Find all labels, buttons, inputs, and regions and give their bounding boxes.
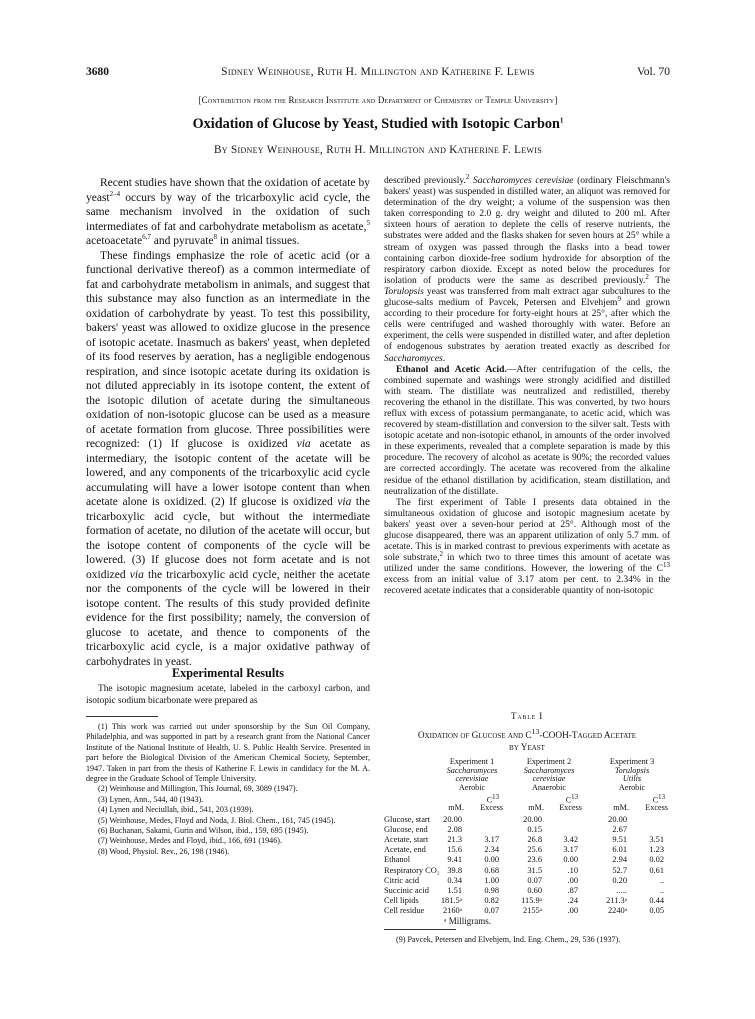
ethanol-paragraph: Ethanol and Acetic Acid.—After centrifugation of the cells, the combined supernate and washings were strongly acidified and distilled with steam. The distillate was neutralized and redistilled, thereby recovering the ethanol in the distillate. This was converted, by two hours reflux with excess of potassium permanganate, to acetic acid, which was recovered by steam-distillation and conversion to the silver salt. Tests with isotopic acetate and non-isotopic ethanol, in amounts of the order involved in these experiments, revealed that a complete separation is made by this procedure. The recovery of alcohol as acetate is 90%; the recorded values are corrected accordingly. The acetate was recovered from the alkaline residue of the ethanol distillation by acidification, steam distillation, and neutralization of the distillate. [384, 364, 670, 497]
footnote-item: (1) This work was carried out under sponsorship by the Sun Oil Company, Philadelphia, and was supported in part by a research grant from the National Cancer Institute of the National Institute of Health, U. S. Public Health Service. Presented in part before the Biological Division of the American Chemical Society, September, 1947. Taken in part from the thesis of Katherine F. Lewis in candidacy for the M. A. degree in the Graduate School of Temple University. [86, 722, 370, 784]
table-cell: .. [659, 875, 664, 885]
footnote-item: (2) Weinhouse and Millington, This Journal, 69, 3089 (1947). [98, 784, 298, 794]
table-cell: 2.94 [612, 855, 627, 865]
table-cell: 0.82 [484, 895, 499, 905]
table-row-label: Cell residue [384, 905, 425, 915]
table-row-label: Glucose, end [384, 825, 428, 835]
volume-label: Vol. 70 [636, 66, 670, 78]
table-cell: 3.17 [484, 835, 499, 845]
table-cell: 0.00 [563, 855, 578, 865]
table-row-label: Citric acid [384, 875, 420, 885]
table-row-label: Cell lipids [384, 895, 419, 905]
table-cell: .87 [567, 885, 578, 895]
table-cell: 1.51 [447, 885, 462, 895]
table-cell: 6.01 [612, 845, 627, 855]
table-cell: 52.7 [612, 865, 627, 875]
table-row-label: Acetate, end [384, 845, 426, 855]
table-cell: 115.9ᵃ [521, 895, 542, 905]
contribution-line: [Contribution from the Research Institute and Department of Chemistry of Temple University] [198, 95, 558, 105]
table-cell: 1.00 [484, 875, 499, 885]
footnote-item: (7) Weinhouse, Medes and Floyd, ibid., 166, 691 (1946). [98, 836, 282, 846]
intro-paragraph-2: These findings emphasize the role of acetic acid (or a functional derivative thereof) as a common intermediate of fat and carbohydrate metabolism in animals, and suggest that this substance may also function as an intermediate in the oxidation of carbohydrate by yeast. To test this possibility, bakers' yeast was allowed to oxidize glucose in the presence of isotopic acetate. Inasmuch as bakers' yeast, when depleted of its food reserves by aeration, has a negligible endogenous respiration, and since isotopic acetate during its oxidation is not diluted appreciably in its isotope content, the extent of the isotopic dilution of acetate during the simultaneous oxidation of non-isotopic glucose can be used as a measure of acetate formation from glucose. Three possibilities were recognized: (1) If glucose is oxidized via acetate as intermediary, the isotopic content of the acetate will be lowered, and any components of the tricarboxylic acid cycle accumulating will have a lower isotope content than when acetate alone is oxidized. (2) If glucose is oxidized via the tricarboxylic acid cycle, but without the intermediate formation of acetate, no dilution of the acetate will occur, but the isotope content of components of the cycle will be lowered. (3) If glucose does not form acetate and is not oxidized via the tricarboxylic acid cycle, neither the acetate nor the components of the cycle will be lowered in their isotope content. The results of this study provided definite evidence for the first possibility; namely, the conversion of glucose to acetate, and thence to components of the tricarboxylic acid cycle, is a major oxidative pathway of carbohydrates in yeast. [86, 249, 370, 668]
table-row-label: Ethanol [384, 855, 411, 865]
table-title: Oxidation of Glucose and $C^{13}-COOH$-Tagged Acetate by Yeast [417, 727, 637, 753]
table-row [384, 906, 670, 917]
title-footnote-ref: 1 [559, 116, 564, 125]
footnote-item: (4) Lynen and Neciullah, ibid., 541, 203 (1939). [98, 805, 254, 815]
c13-header: $C^{13}$ [565, 794, 578, 805]
page-number: 3680 [86, 66, 109, 78]
table-cell: 0.07 [527, 875, 542, 885]
table-cell: 181.5ᵃ [440, 895, 462, 905]
table-cell: 1.23 [649, 845, 664, 855]
excess-header: Excess [645, 803, 668, 812]
running-head-authors: Sidney Weinhouse, Ruth H. Millington and Katherine F. Lewis [221, 66, 535, 78]
table-cell: 15.6 [447, 845, 462, 855]
table-cell: 31.5 [527, 865, 542, 875]
table-cell: 20.00 [443, 815, 462, 824]
table-row-label: Succinic acid [384, 885, 429, 895]
table-cell: 0.68 [484, 865, 499, 875]
footnote-item: (5) Weinhouse, Medes, Floyd and Noda, J. Biol. Chem., 161, 745 (1945). [98, 815, 336, 825]
table-cell: 0.34 [447, 875, 462, 885]
table-cell: 9.51 [612, 835, 627, 845]
left-footnotes [86, 722, 370, 857]
table-cell: 0.60 [527, 885, 542, 895]
table-cell: 23.6 [527, 855, 542, 865]
table-cell: 0.07 [484, 905, 499, 915]
table-cell: 0.02 [649, 855, 664, 865]
table-cell: 3.51 [649, 835, 664, 845]
excess-header: Excess [559, 803, 582, 812]
table-cell: 0.15 [527, 825, 542, 835]
table-cell: .10 [567, 865, 578, 875]
table-cell: 0.20 [612, 875, 627, 885]
table-cell: 20.00 [523, 815, 542, 824]
left-column-body [86, 176, 370, 669]
mm-header: mM. [613, 803, 629, 812]
c13-header: $C^{13}$ [486, 794, 499, 805]
table-cell: 2.08 [447, 825, 462, 835]
intro-paragraph-1: Recent studies have shown that the oxidation of acetate by yeast$^{2-4}$ occurs by way of the tricarboxylic acid cycle, the same mechanism involved in the oxidation of such intermediates of fat and carbohydrate metabolism as acetate,$^5$ acetoacetate$^{6,7}$ and pyruvate$^8$ in animal tissues. [86, 177, 370, 247]
excess-header: Excess [480, 803, 503, 812]
table-body [384, 815, 670, 915]
table-cell: 0.44 [649, 895, 664, 905]
results-paragraph: The first experiment of Table I presents data obtained in the simultaneous oxidation of glucose and isotopic magnesium acetate by bakers' yeast over a seven-hour period at 25°. Although most of the glucose disappeared, there was an apparent utilization of only 5.7 mm. of acetate. This is in marked contrast to previous experiments with acetate as sole substrate,$^2$ in which two to three times this amount of acetate was utilized under the same conditions. However, the lowering of the $C^{13}$ excess from an initial value of 3.17 atom per cent. to 2.34% in the recovered acetate indicates that a considerable quantity of non-isotopic [384, 497, 670, 597]
c13-header: $C^{13}$ [652, 794, 665, 805]
table-cell: 3.42 [563, 835, 578, 845]
table-footnote: ᵃ Milligrams. [444, 916, 491, 926]
mm-header: mM. [528, 803, 544, 812]
footnote-item: (6) Buchanan, Sakami, Gurin and Wilson, ibid., 159, 695 (1945). [98, 826, 309, 836]
mm-header: mM. [448, 803, 464, 812]
table-cell: .24 [567, 895, 578, 905]
table-cell: 0.00 [484, 855, 499, 865]
table-cell: 21.3 [447, 835, 462, 845]
footnote-rule-right [384, 929, 456, 930]
experiment-2-header: Experiment 2 Saccharomyces cerevisiae Anaerobic [523, 757, 575, 792]
experiment-1-header: Experiment 1 Saccharomyces cerevisiae Aerobic [446, 757, 498, 792]
experimental-paragraph: The isotopic magnesium acetate, labeled in the carboxyl carbon, and isotopic sodium bicarbonate were prepared as [86, 684, 370, 706]
footnote-item: (9) Pavcek, Petersen and Elvehjem, Ind. Eng. Chem., 29, 536 (1937). [396, 935, 621, 944]
article-title [86, 116, 670, 133]
table-row-label: Glucose, start [384, 815, 431, 824]
subheading-ethanol: Ethanol and Acetic Acid. [396, 364, 507, 375]
running-head [86, 66, 670, 82]
table-cell: ..... [616, 885, 627, 895]
table-cell: 2.34 [484, 845, 499, 855]
footnote-item: (3) Lynen, Ann., 544, 40 (1943). [98, 794, 204, 804]
table-cell: 9.41 [447, 855, 462, 865]
table-cell: .00 [567, 905, 578, 915]
footnote-rule-left [86, 716, 158, 717]
table-row-label: Respiratory CO₂ [384, 865, 440, 875]
table-cell: 20.00 [608, 815, 627, 824]
right-footnotes [384, 935, 670, 945]
table-cell: 39.8 [447, 865, 462, 875]
experiment-3-header: Experiment 3 Torulopsis Utilis Aerobic [609, 757, 655, 792]
table-cell: 0.98 [484, 885, 499, 895]
table-cell: 0.05 [649, 905, 664, 915]
table-cell: 25.6 [527, 845, 542, 855]
table-cell: 2240ᵃ [607, 905, 627, 915]
table-row-label: Acetate, start [384, 835, 429, 845]
table-cell: 0.61 [649, 865, 664, 875]
table-cell: 211.3ᵃ [606, 895, 627, 905]
table-cell: 3.17 [563, 845, 578, 855]
footnote-item: (8) Wood, Physiol. Rev., 26, 198 (1946). [98, 846, 230, 856]
right-column-body [384, 172, 671, 598]
section-heading: Experimental Results [171, 666, 285, 680]
table-cell: 2.67 [612, 825, 627, 835]
table-cell: .. [659, 885, 664, 895]
table-cell: .00 [567, 875, 578, 885]
table-cell: 2160ᵃ [442, 905, 462, 915]
byline: By Sidney Weinhouse, Ruth H. Millington and Katherine F. Lewis [214, 144, 542, 156]
table-cell: 26.8 [527, 835, 542, 845]
article-title-text: Oxidation of Glucose by Yeast, Studied with Isotopic Carbon [192, 116, 560, 132]
table-cell: 2155ᵃ [522, 905, 542, 915]
methods-paragraph: described previously.$^2$ Saccharomyces cerevisiae (ordinary Fleischmann's bakers' yeast) was suspended in distilled water, an aliquot was removed for determination of the dry weight; a volume of the suspension was then taken corresponding to 2.0 g. dry weight and diluted to 200 ml. After sixteen hours of aeration to deplete the cells of reserve nutrients, the substrates were added and the flasks shaken for seven hours at 25° while a stream of oxygen was passed through the flasks into a bead tower containing carbon dioxide-free sodium hydroxide for absorption of the respiratory carbon dioxide. Except as noted below the procedures for isolation of products were the same as described previously.$^2$ The Torulopsis yeast was transferred from malt extract agar subcultures to the glucose-salts medium of Pavcek, Petersen and Elvehjem$^9$ and grown according to their procedure for forty-eight hours at 25°, after which the cells were centrifuged and washed thoroughly with water. Before an experiment, the cells were suspended in distilled water, and after depletion of endogenous substrates by aeration treated exactly as described for Saccharomyces. [384, 172, 671, 364]
table-label: Table I [510, 711, 543, 721]
